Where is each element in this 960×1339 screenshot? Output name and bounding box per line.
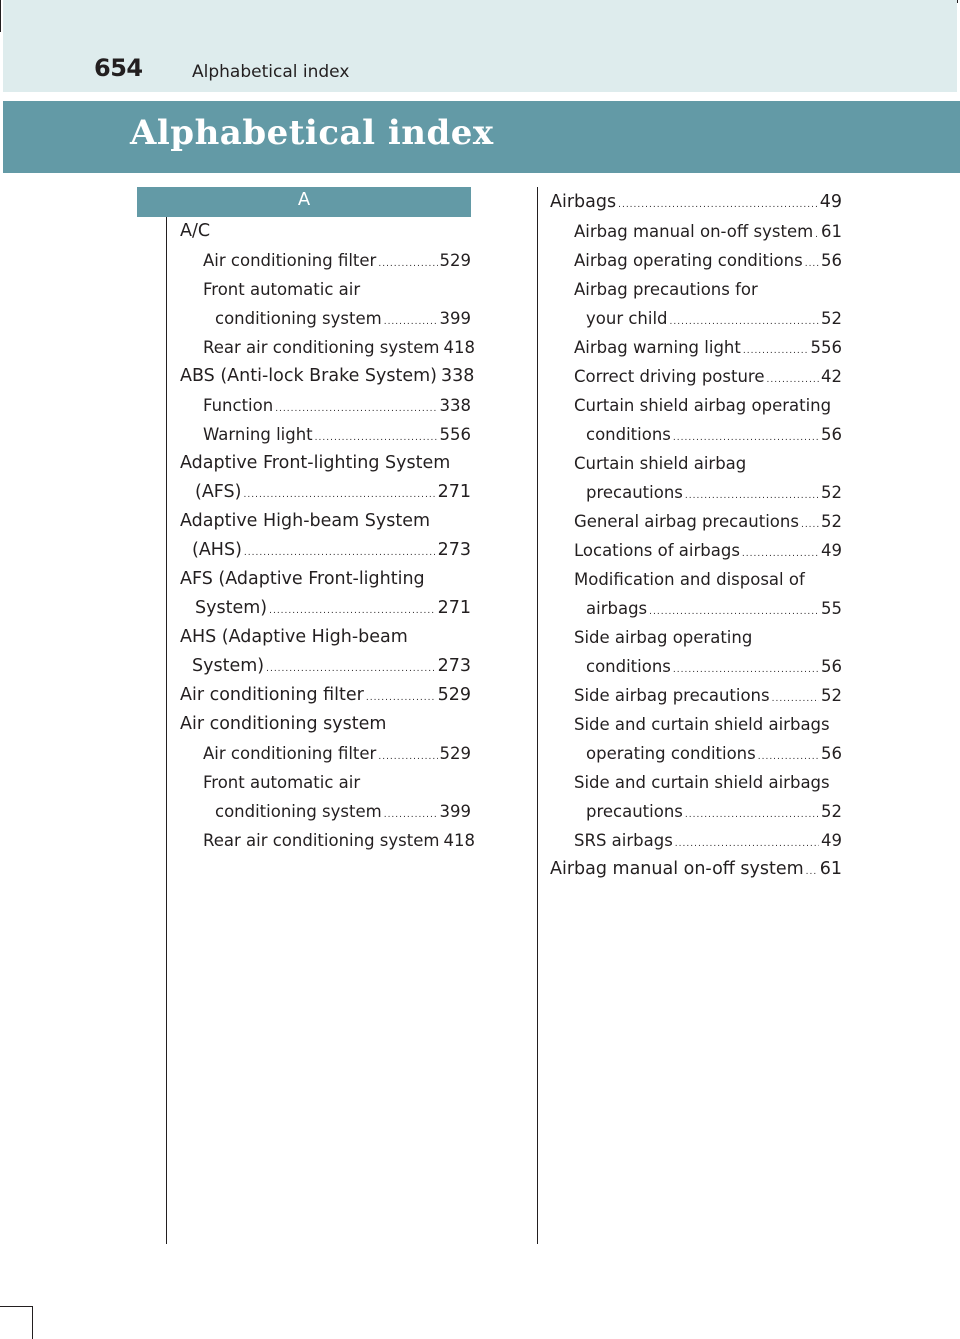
index-entry: conditioning system ..... 399 bbox=[215, 304, 471, 333]
index-entry: (AFS) ..... 271 bbox=[195, 478, 471, 507]
index-entry: Air conditioning filter ..... 529 bbox=[203, 739, 471, 768]
header-bar bbox=[3, 0, 957, 92]
index-entry: AFS (Adaptive Front-lighting bbox=[180, 569, 425, 589]
index-entry: Curtain shield airbag bbox=[574, 454, 747, 473]
column-rule-right bbox=[537, 187, 538, 1244]
index-entry: Side airbag operating bbox=[574, 628, 753, 647]
column-rule-left bbox=[166, 217, 167, 1244]
index-entry: Airbag manual on-off system ..... 61 bbox=[574, 217, 842, 246]
index-entry: Rear air conditioning system 418 bbox=[203, 338, 475, 357]
index-entry: operating conditions ..... 56 bbox=[586, 739, 842, 768]
index-entry: Rear air conditioning system 418 bbox=[203, 831, 475, 850]
index-entry: Adaptive Front-lighting System bbox=[180, 453, 451, 473]
index-entry: Warning light ..... 556 bbox=[203, 420, 471, 449]
index-entry: General airbag precautions ..... 52 bbox=[574, 507, 842, 536]
index-entry: Side airbag precautions ..... 52 bbox=[574, 681, 842, 710]
section-letter: A bbox=[137, 187, 471, 217]
index-entry: System) ..... 271 bbox=[195, 594, 471, 623]
page-number: 654 bbox=[94, 54, 143, 82]
crop-mark bbox=[957, 0, 958, 3]
running-title: Alphabetical index bbox=[192, 62, 350, 82]
index-entry: your child ..... 52 bbox=[586, 304, 842, 333]
index-entry: Air conditioning filter ..... 529 bbox=[203, 246, 471, 275]
index-entry: Airbag manual on-off system ..... 61 bbox=[550, 855, 842, 884]
index-entry: conditions ..... 56 bbox=[586, 652, 842, 681]
index-entry: Modification and disposal of bbox=[574, 570, 805, 589]
index-entry: AHS (Adaptive High-beam bbox=[180, 627, 408, 647]
index-entry: Adaptive High-beam System bbox=[180, 511, 431, 531]
index-entry: Air conditioning system bbox=[180, 714, 387, 734]
index-entry: precautions ..... 52 bbox=[586, 478, 842, 507]
index-entry: A/C bbox=[180, 221, 211, 241]
index-entry: Front automatic air bbox=[203, 280, 361, 299]
index-entry: precautions ..... 52 bbox=[586, 797, 842, 826]
index-entry: Airbags ..... 49 bbox=[550, 188, 842, 217]
index-entry: Side and curtain shield airbags bbox=[574, 715, 830, 734]
crop-mark bbox=[32, 1306, 33, 1339]
index-entry: Airbag operating conditions ..... 56 bbox=[574, 246, 842, 275]
index-entry: Airbag precautions for bbox=[574, 280, 758, 299]
index-entry: (AHS) ..... 273 bbox=[192, 536, 471, 565]
index-entry: Locations of airbags ..... 49 bbox=[574, 536, 842, 565]
crop-mark bbox=[0, 1306, 32, 1307]
index-entry: System) ..... 273 bbox=[192, 652, 471, 681]
index-entry: Airbag warning light ..... 556 bbox=[574, 333, 842, 362]
index-entry: airbags ..... 55 bbox=[586, 594, 842, 623]
crop-mark bbox=[0, 0, 1, 32]
index-entry: Correct driving posture ..... 42 bbox=[574, 362, 842, 391]
index-entry: Curtain shield airbag operating bbox=[574, 396, 832, 415]
index-entry: conditions ..... 56 bbox=[586, 420, 842, 449]
index-entry: Function ..... 338 bbox=[203, 391, 471, 420]
index-entry: conditioning system ..... 399 bbox=[215, 797, 471, 826]
index-entry: Air conditioning filter ..... 529 bbox=[180, 681, 471, 710]
index-entry: Front automatic air bbox=[203, 773, 361, 792]
index-entry: ABS (Anti-lock Brake System) 338 bbox=[180, 366, 475, 386]
index-entry: Side and curtain shield airbags bbox=[574, 773, 830, 792]
index-entry: SRS airbags ..... 49 bbox=[574, 826, 842, 855]
page-title: Alphabetical index bbox=[130, 113, 494, 153]
